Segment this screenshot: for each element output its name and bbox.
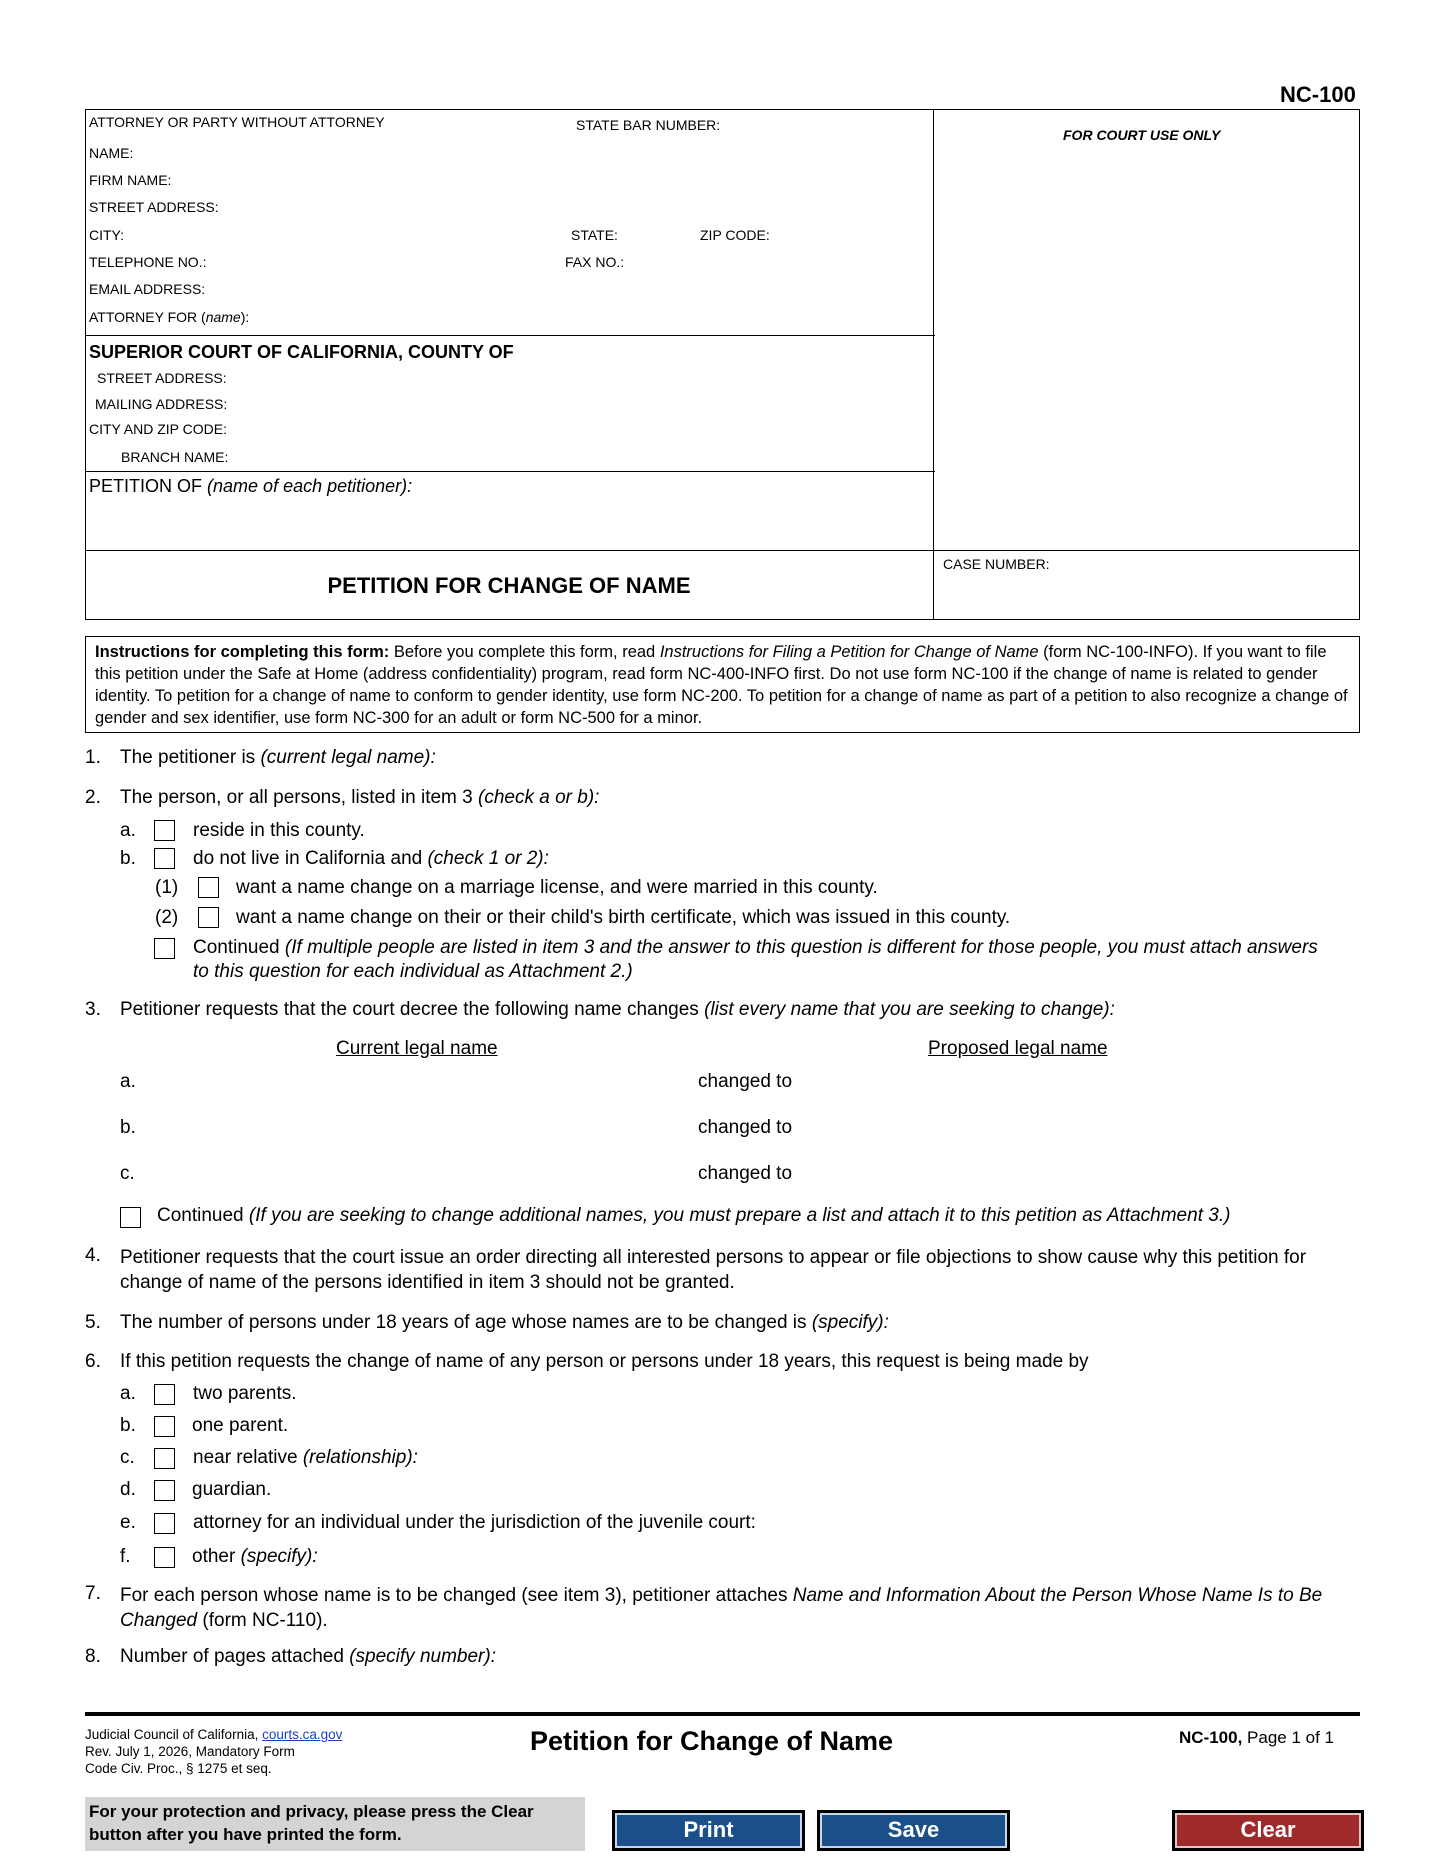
item-3-number: 3. <box>85 999 101 1020</box>
row-c-letter: c. <box>120 1163 135 1184</box>
street-address-label: STREET ADDRESS: <box>89 199 219 215</box>
clear-button[interactable]: Clear <box>1172 1810 1364 1851</box>
item-6d-text: guardian. <box>192 1479 272 1500</box>
item-3-continued-text: Continued (If you are seeking to change additional names, you must prepare a list and attach it to this petition as Attachment 3.) <box>157 1205 1231 1226</box>
name-label: NAME: <box>89 145 134 161</box>
item-6d-checkbox[interactable] <box>154 1480 175 1501</box>
item-2-continued-checkbox[interactable] <box>154 938 175 959</box>
item-7-number: 7. <box>85 1583 101 1604</box>
form-number: NC-100 <box>1280 82 1356 107</box>
caption-divider <box>933 109 934 620</box>
item-4-text: Petitioner requests that the court issue an order directing all interested persons to appear or file objections to show cause why this petition for change of name of the persons identified in item 3 should not be granted. <box>120 1247 1307 1293</box>
proposed-name-header: Proposed legal name <box>928 1038 1108 1059</box>
fax-label: FAX NO.: <box>565 254 625 270</box>
telephone-label: TELEPHONE NO.: <box>89 254 207 270</box>
court-street-label: STREET ADDRESS: <box>97 370 227 386</box>
row-c-changed-to: changed to <box>698 1163 793 1184</box>
current-name-header: Current legal name <box>336 1038 498 1059</box>
court-use-label: FOR COURT USE ONLY <box>1063 127 1221 143</box>
item-8-number: 8. <box>85 1646 101 1667</box>
zip-code-label: ZIP CODE: <box>700 227 770 243</box>
item-2b1-number: (1) <box>155 877 179 898</box>
item-2b1-text: want a name change on a marriage license, and were married in this county. <box>236 877 878 898</box>
item-6e-text: attorney for an individual under the jurisdiction of the juvenile court: <box>193 1512 756 1533</box>
footer-code: Code Civ. Proc., § 1275 et seq. <box>85 1761 272 1776</box>
form-title: PETITION FOR CHANGE OF NAME <box>327 573 691 598</box>
item-2a-letter: a. <box>120 820 136 841</box>
item-2a-checkbox[interactable] <box>154 820 175 841</box>
footer-page-ref: NC-100, Page 1 of 1 <box>1179 1728 1334 1747</box>
footer-council: Judicial Council of California, courts.ca.gov <box>85 1727 343 1742</box>
footer-credits <box>85 1726 342 1777</box>
privacy-notice: For your protection and privacy, please press the Clear button after you have printed the form. <box>85 1797 585 1851</box>
item-6f-letter: f. <box>120 1546 131 1567</box>
item-2b2-number: (2) <box>155 907 179 928</box>
item-5-number: 5. <box>85 1312 101 1333</box>
item-3-text: Petitioner requests that the court decree the following name changes (list every name that you are seeking to change): <box>120 999 1115 1020</box>
caption-frame <box>85 109 1360 620</box>
attorney-label: ATTORNEY OR PARTY WITHOUT ATTORNEY <box>89 114 385 130</box>
item-6-text: If this petition requests the change of name of any person or persons under 18 years, this request is being made by <box>120 1351 1089 1372</box>
print-button[interactable]: Print <box>612 1810 805 1851</box>
item-2b-text: do not live in California and (check 1 or 2): <box>193 848 549 869</box>
item-6e-checkbox[interactable] <box>154 1513 175 1534</box>
row-b-changed-to: changed to <box>698 1117 793 1138</box>
item-2b-checkbox[interactable] <box>154 848 175 869</box>
firm-name-label: FIRM NAME: <box>89 172 172 188</box>
item-2-text: The person, or all persons, listed in item 3 (check a or b): <box>120 787 600 808</box>
footer-title: Petition for Change of Name <box>530 1726 894 1756</box>
item-2-number: 2. <box>85 787 101 808</box>
item-2b1-checkbox[interactable] <box>198 877 219 898</box>
item-6f-text: other (specify): <box>192 1546 318 1567</box>
court-cityzip-label: CITY AND ZIP CODE: <box>89 421 227 437</box>
courts-link[interactable]: courts.ca.gov <box>262 1727 343 1742</box>
row-a-letter: a. <box>120 1071 136 1092</box>
item-6c-checkbox[interactable] <box>154 1448 175 1469</box>
city-label: CITY: <box>89 227 125 243</box>
attorney-for-label: ATTORNEY FOR (name): <box>89 309 250 325</box>
item-6-number: 6. <box>85 1351 101 1372</box>
court-mailing-label: MAILING ADDRESS: <box>95 396 228 412</box>
case-number-label: CASE NUMBER: <box>943 556 1050 572</box>
item-1-number: 1. <box>85 747 101 768</box>
petition-of-label: PETITION OF (name of each petitioner): <box>89 476 413 496</box>
court-branch-label: BRANCH NAME: <box>121 449 229 465</box>
email-label: EMAIL ADDRESS: <box>89 281 206 297</box>
item-6f-checkbox[interactable] <box>154 1547 175 1568</box>
item-6e-letter: e. <box>120 1512 136 1533</box>
row-b-letter: b. <box>120 1117 136 1138</box>
item-6a-checkbox[interactable] <box>154 1384 175 1405</box>
item-2b2-text: want a name change on their or their child's birth certificate, which was issued in this county. <box>236 907 1011 928</box>
footer-rev: Rev. July 1, 2026, Mandatory Form <box>85 1744 295 1759</box>
item-6d-letter: d. <box>120 1479 136 1500</box>
item-1-text: The petitioner is (current legal name): <box>120 747 436 768</box>
item-6c-text: near relative (relationship): <box>193 1447 418 1468</box>
item-6a-text: two parents. <box>193 1383 297 1404</box>
footer-rule <box>85 1712 1360 1716</box>
item-6c-letter: c. <box>120 1447 135 1468</box>
item-6b-checkbox[interactable] <box>154 1416 175 1437</box>
court-title: SUPERIOR COURT OF CALIFORNIA, COUNTY OF <box>89 342 514 362</box>
item-4-number: 4. <box>85 1245 101 1266</box>
item-5-text: The number of persons under 18 years of age whose names are to be changed is (specify): <box>120 1312 889 1333</box>
item-6b-letter: b. <box>120 1415 136 1436</box>
item-3-continued-checkbox[interactable] <box>120 1207 141 1228</box>
item-6a-letter: a. <box>120 1383 136 1404</box>
item-6b-text: one parent. <box>192 1415 289 1436</box>
state-label: STATE: <box>571 227 618 243</box>
item-2b2-checkbox[interactable] <box>198 907 219 928</box>
row-a-changed-to: changed to <box>698 1071 793 1092</box>
item-2-continued-text: Continued (If multiple people are listed in item 3 and the answer to this question is different for those people, you must attach answers to this question for each individual as Attachment 2.) <box>193 937 1318 982</box>
item-7-text: For each person whose name is to be changed (see item 3), petitioner attaches Name and Information About the Person Whose Name Is to Be Changed (form NC-110). <box>120 1585 1323 1631</box>
state-bar-label: STATE BAR NUMBER: <box>576 117 721 133</box>
item-2b-letter: b. <box>120 848 136 869</box>
instructions-box: Instructions for completing this form: Before you complete this form, read Instructions for Filing a Petition for Change of Name (form NC-100-INFO). If you want to file this petition under the Safe at Home (address confidentiality) program, read form NC-400-INFO first. Do not use form NC-100 if the change of name is related to gender identity. To petition for a change of name to conform to gender identity, use form NC-200. To petition for a change of name as part of a petition to also recognize a change of gender and sex identifier, use form NC-300 for an adult or form NC-500 for a minor. <box>85 636 1360 733</box>
item-8-text: Number of pages attached (specify number): <box>120 1646 496 1667</box>
save-button[interactable]: Save <box>817 1810 1010 1851</box>
item-2a-text: reside in this county. <box>193 820 365 841</box>
